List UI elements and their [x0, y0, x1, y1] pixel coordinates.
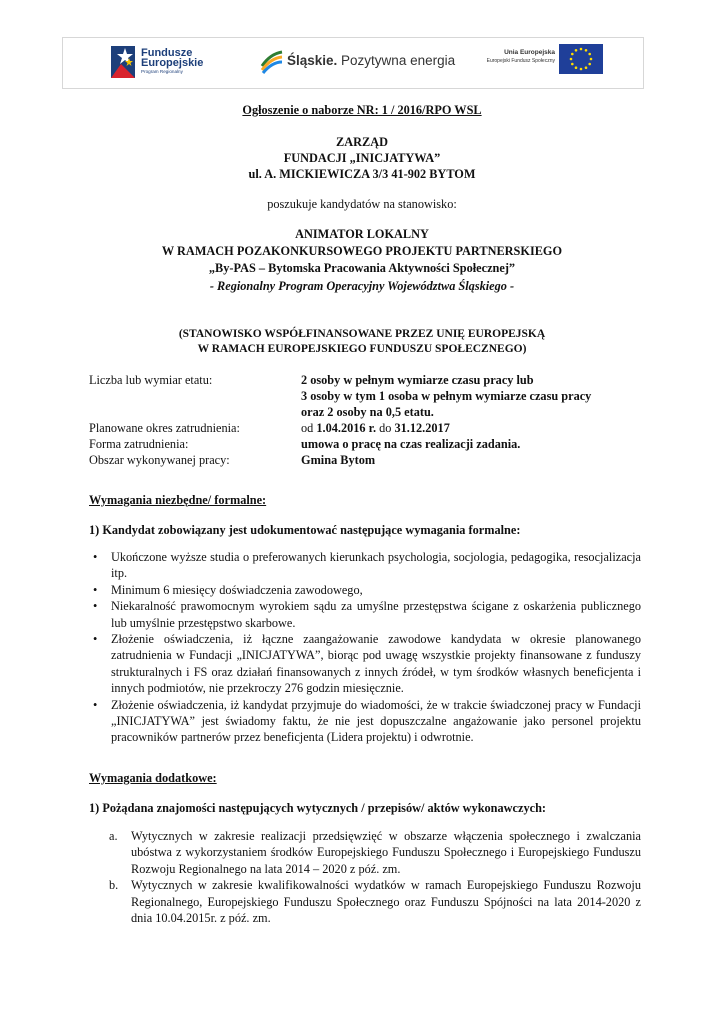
list-item: a. Wytycznych w zakresie realizacji przedsięwzięć w obszarze włączenia społecznego i zwalczania ubóstwa z wykorzystaniem środków Europejskiego Funduszu Społecznego i Europejskiego Funduszu Rozwoju Regionalnego na lata 2014 – 2020 z póź. zm.: [109, 829, 641, 876]
requirements-list: [89, 549, 641, 746]
list-item: • Złożenie oświadczenia, iż kandydat przyjmuje do wiadomości, że w trakcie świadczonej pracy w Fundacji „INICJATYWA” jest świadomy faktu, że nie jest dopuszczalne angażowanie jako personel projektu pracowników partnerów przez beneficjenta (Lidera projektu) i odwrotnie.: [93, 697, 641, 745]
list-item: • Złożenie oświadczenia, iż łączne zaangażowanie zawodowe kandydata w okresie planowanego zatrudnienia w Fundacji „INICJATYWA”, biorąc pod uwagę wszystkie projekty finansowane z funduszy strukturalnych i FS oraz działań finansowanych z innych źródeł, w tym środków własnych beneficjenta i innych podmiotów, nie przekroczy 276 godzin miesięcznie.: [93, 632, 641, 696]
etat-value-1: 2 osoby w pełnym wymiarze czasu pracy lub: [301, 373, 534, 387]
fundusze-europejskie-subtitle: Program Regionalny: [141, 69, 183, 74]
list-item: b. Wytycznych w zakresie kwalifikowalności wydatków w ramach Europejskiego Funduszu Rozwoju Regionalnego, Europejskiego Funduszu Społecznego oraz Funduszu Spójności na lata 2014-2020 z dnia 10.04.2015r. z póź. zm.: [109, 878, 641, 926]
eu-text: [475, 49, 555, 65]
eu-title: Unia Europejska: [504, 49, 555, 56]
requirements-heading: Wymagania niezbędne/ formalne:: [89, 493, 267, 507]
slaskie-swirl-icon: [260, 48, 284, 74]
fundusze-europejskie-star-icon: [111, 44, 137, 80]
project-frame: W RAMACH POZAKONKURSOWEGO PROJEKTU PARTNERSKIEGO: [161, 244, 563, 258]
etat-value-2: 3 osoby w tym 1 osoba w pełnym wymiarze czasu pracy: [301, 389, 592, 403]
program-name: - Regionalny Program Operacyjny Województwa Śląskiego -: [209, 279, 515, 293]
project-name: „By-PAS – Bytomska Pracowania Aktywności Społecznej”: [208, 261, 516, 275]
area-label: Obszar wykonywanej pracy:: [89, 453, 230, 467]
list-item: • Niekaralność prawomocnym wyrokiem sądu za umyślne przestępstwa ścigane z oskarżenia publicznego lub umyślnie przestępstwo skarbowe.: [93, 599, 641, 630]
list-item: • Minimum 6 miesięcy doświadczenia zawodowego,: [93, 582, 363, 597]
etat-value-3: oraz 2 osoby na 0,5 etatu.: [301, 405, 434, 419]
additional-heading: Wymagania dodatkowe:: [89, 771, 217, 785]
bullet-icon: •: [93, 697, 98, 712]
cofinanced-line-1: (STANOWISKO WSPÓŁFINANSOWANE PRZEZ UNIĘ EUROPEJSKĄ: [178, 328, 546, 340]
additional-subheading: 1) Pożądana znajomości następujących wytycznych / przepisów/ aktów wykonawczych:: [89, 801, 547, 815]
cofinanced-line-2: W RAMACH EUROPEJSKIEGO FUNDUSZU SPOŁECZNEGO): [197, 343, 527, 355]
form-value: umowa o pracę na czas realizacji zadania.: [301, 437, 521, 451]
position-title: ANIMATOR LOKALNY: [295, 227, 429, 241]
list-item: • Ukończone wyższe studia o preferowanych kierunkach psychologia, socjologia, pedagogika, resocjalizacja itp.: [93, 550, 641, 581]
foundation-name: FUNDACJI „INICJATYWA”: [283, 151, 441, 165]
slaskie-logo: [260, 48, 460, 78]
logo-bar: [62, 37, 644, 89]
foundation-address: ul. A. MICKIEWICZA 3/3 41-902 BYTOM: [248, 167, 476, 181]
period-value: od 1.04.2016 r. do 31.12.2017: [301, 421, 450, 435]
board-heading: ZARZĄD: [336, 135, 388, 149]
eu-flag-icon: [559, 44, 603, 74]
bullet-icon: •: [93, 599, 98, 614]
bullet-icon: •: [93, 550, 98, 564]
bullet-icon: •: [93, 582, 98, 597]
slaskie-wordmark: Śląskie. Pozytywna energia: [287, 53, 456, 68]
requirements-subheading: 1) Kandydat zobowiązany jest udokumentować następujące wymagania formalne:: [89, 523, 521, 537]
period-label: Planowane okres zatrudnienia:: [89, 421, 240, 435]
etat-label: Liczba lub wymiar etatu:: [89, 373, 213, 387]
area-value: Gmina Bytom: [301, 453, 376, 467]
fundusze-europejskie-title: Fundusze Europejskie: [141, 47, 204, 69]
form-label: Forma zatrudnienia:: [89, 437, 189, 451]
fundusze-europejskie-logo: [111, 44, 221, 82]
seeking-text: poszukuje kandydatów na stanowisko:: [267, 197, 457, 211]
announcement-number: Ogłoszenie o naborze NR: 1 / 2016/RPO WSL: [242, 103, 482, 117]
bullet-icon: •: [93, 632, 98, 647]
additional-list: [109, 828, 641, 926]
eu-subtitle: Europejski Fundusz Społeczny: [486, 58, 555, 64]
